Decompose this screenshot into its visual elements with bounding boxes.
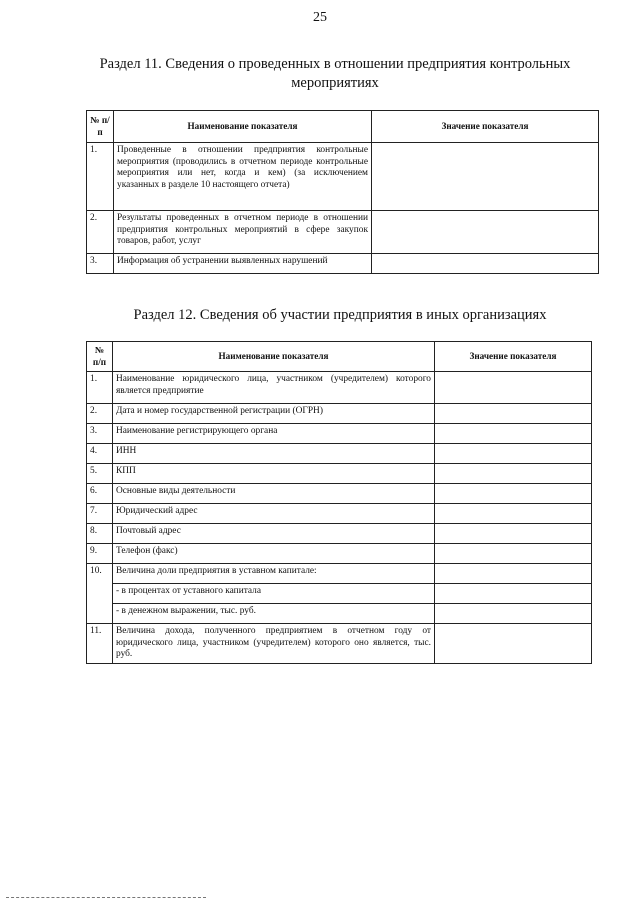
row-indicator: Величина доли предприятия в уставном капитале:: [113, 564, 435, 584]
row-value-cell: [435, 584, 592, 604]
row-num: 1.: [87, 372, 113, 404]
row-indicator: - в процентах от уставного капитала: [113, 584, 435, 604]
table-header-row: [87, 111, 599, 143]
table-row: [87, 211, 599, 254]
row-indicator: Результаты проведенных в отчетном периоде в отношении предприятия контрольных мероприятий в сфере закупок товаров, работ, услуг: [114, 211, 372, 254]
row-value-cell: [435, 624, 592, 664]
row-value-cell: [435, 544, 592, 564]
page-number: 25: [313, 10, 327, 25]
header-num: № п/п: [87, 342, 113, 372]
header-name: Наименование показателя: [114, 111, 372, 143]
row-indicator: Юридический адрес: [113, 504, 435, 524]
row-value-cell: [435, 372, 592, 404]
table-row: [87, 564, 592, 584]
row-value-cell: [372, 143, 599, 211]
table-row: [87, 404, 592, 424]
row-indicator: Проведенные в отношении предприятия контрольные мероприятия (проводились в отчетном периоде контрольные мероприятия или нет, когда и кем) (за исключением указанных в разделе 10 настоящего отчета): [114, 143, 372, 211]
table-row: [87, 424, 592, 444]
table-row: [87, 624, 592, 664]
row-indicator: Информация об устранении выявленных нарушений: [114, 254, 372, 274]
row-value-cell: [372, 254, 599, 274]
row-num: 3.: [87, 424, 113, 444]
row-value-cell: [435, 424, 592, 444]
row-value-cell: [435, 484, 592, 504]
section-11-table: [86, 110, 599, 274]
table-row: [87, 464, 592, 484]
row-value-cell: [435, 464, 592, 484]
table-header-row: [87, 342, 592, 372]
table-row: [87, 604, 592, 624]
row-indicator: Наименование регистрирующего органа: [113, 424, 435, 444]
row-value-cell: [435, 524, 592, 544]
header-name: Наименование показателя: [113, 342, 435, 372]
table-row: [87, 584, 592, 604]
row-value-cell: [435, 444, 592, 464]
table-row: [87, 544, 592, 564]
row-num: 7.: [87, 504, 113, 524]
row-indicator: ИНН: [113, 444, 435, 464]
row-num: 4.: [87, 444, 113, 464]
row-num: 5.: [87, 464, 113, 484]
row-num: 11.: [87, 624, 113, 664]
table-row: [87, 444, 592, 464]
row-indicator: КПП: [113, 464, 435, 484]
row-indicator: Величина дохода, полученного предприятием в отчетном году от юридического лица, участником (учредителем) которого оно является, тыс. руб.: [113, 624, 435, 664]
row-num: 8.: [87, 524, 113, 544]
row-value-cell: [435, 404, 592, 424]
section-11-title: Раздел 11. Сведения о проведенных в отношении предприятия контрольных мероприятиях: [99, 56, 571, 91]
row-indicator: Основные виды деятельности: [113, 484, 435, 504]
header-value: Значение показателя: [372, 111, 599, 143]
table-row: [87, 504, 592, 524]
row-num: 2.: [87, 404, 113, 424]
section-12-table: [86, 341, 592, 664]
row-indicator: - в денежном выражении, тыс. руб.: [113, 604, 435, 624]
table-row: [87, 372, 592, 404]
row-num: 3.: [87, 254, 114, 274]
row-value-cell: [372, 211, 599, 254]
row-indicator: Телефон (факс): [113, 544, 435, 564]
row-num: 1.: [87, 143, 114, 211]
row-value-cell: [435, 564, 592, 584]
row-indicator: Наименование юридического лица, участником (учредителем) которого является предприятие: [113, 372, 435, 404]
row-value-cell: [435, 504, 592, 524]
header-num: № п/п: [87, 111, 114, 143]
row-num: 10.: [87, 564, 113, 624]
row-indicator: Дата и номер государственной регистрации (ОГРН): [113, 404, 435, 424]
header-value: Значение показателя: [435, 342, 592, 372]
section-12-title: Раздел 12. Сведения об участии предприятия в иных организациях: [133, 307, 547, 323]
table-row: [87, 484, 592, 504]
row-indicator: Почтовый адрес: [113, 524, 435, 544]
table-row: [87, 254, 599, 274]
row-num: 6.: [87, 484, 113, 504]
row-value-cell: [435, 604, 592, 624]
row-num: 9.: [87, 544, 113, 564]
table-row: [87, 143, 599, 211]
scan-footer-line: [6, 897, 206, 898]
row-num: 2.: [87, 211, 114, 254]
table-row: [87, 524, 592, 544]
